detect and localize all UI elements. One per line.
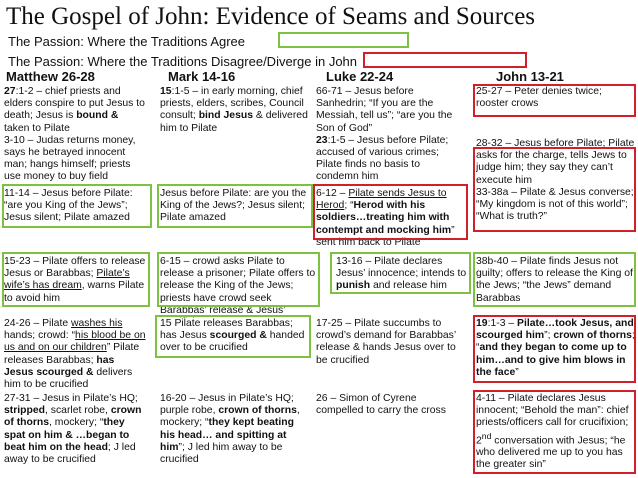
legend-agree-swatch [278, 32, 409, 48]
cell-mark-barabbas-offer: 6-15 – crowd asks Pilate to release a prisoner; Pilate offers to release the King of the Jews; priests have crowd seek Barabbas’ release & Jesus’ [160, 256, 316, 316]
cell-luke-crowd-demand: 17-25 – Pilate succumbs to crowd’s demand for Barabbas’ release & hands Jesus over to be crucified [316, 318, 456, 366]
legend-disagree-label: The Passion: Where the Traditions Disagree/Diverge in John [8, 54, 358, 69]
slide-title: The Gospel of John: Evidence of Seams and Sources [6, 3, 536, 30]
cell-matthew-washes-hands: 24-26 – Pilate washes his hands; crowd: “his blood be on us and on our children” Pilate releases Barabbas; has Jesus scourged & delivers him to be crucified [4, 318, 146, 391]
cell-matthew-pilate-handover: 27:1-2 – chief priests and elders conspire to put Jesus to death; Jesus is bound & taken to Pilate 3-10 – Judas returns money, says he betrayed innocent man; hangs himself; priests use money to buy field [4, 86, 145, 183]
cell-john-ecce-homo: 4-11 – Pilate declares Jesus innocent; “Behold the man”: chief priests/officers call for crucifixion; 2nd conversation with Jesus; “he who delivered me up to you has the greater sin” [476, 393, 629, 471]
cell-mark-king-question: Jesus before Pilate: are you the King of the Jews?; Jesus silent; Pilate amazed [160, 188, 307, 224]
cell-mark-pilate-handover: 15:1-5 – in early morning, chief priests, elders, scribes, Council consult; bind Jesus & delivered him to Pilate [160, 86, 308, 134]
cell-luke-herod: 6-12 – Pilate sends Jesus to Herod; “Herod with his soldiers…treating him with contempt and mocking him” sent him back to Pilate [316, 188, 455, 248]
cell-luke-simon-cyrene: 26 – Simon of Cyrene compelled to carry the cross [316, 393, 446, 417]
cell-john-before-pilate: 28-32 – Jesus before Pilate; Pilate asks for the charge, tells Jews to judge him; they say they can’t execute him 33-38a – Pilate & Jesus converse; “My kingdom is not of this world”; “What is truth?” [476, 138, 635, 223]
cell-john-scourged: 19:1-3 – Pilate…took Jesus, and scourged him”; crown of thorns; “and they began to come up to him…and to give him blows in the face” [476, 318, 635, 378]
cell-matthew-mockery: 27-31 – Jesus in Pilate’s HQ; stripped, scarlet robe, crown of thorns, mockery; “they spat on him & …began to beat him on the head; J led away to be crucified [4, 393, 142, 466]
cell-matthew-barabbas-offer: 15-23 – Pilate offers to release Jesus or Barabbas; Pilate’s wife’s has dream, warns Pilate to avoid him [4, 256, 146, 304]
column-header-matthew: Matthew 26-28 [6, 69, 95, 84]
column-header-john: John 13-21 [496, 69, 564, 84]
cell-mark-release-barabbas: 15 Pilate releases Barabbas; has Jesus scourged & handed over to be crucified [160, 318, 305, 354]
legend-disagree-swatch [363, 52, 527, 68]
cell-matthew-king-question: 11-14 – Jesus before Pilate: “are you King of the Jews”; Jesus silent; Pilate amazed [4, 188, 133, 224]
cell-john-barabbas: 38b-40 – Pilate finds Jesus not guilty; offers to release the King of the Jews; “the Jews” demand Barabbas [476, 256, 633, 304]
cell-luke-sanhedrin-pilate: 66-71 – Jesus before Sanhedrin; “If you are the Messiah, tell us”; “are you the Son of God” 23:1-5 – Jesus before Pilate; accused of various crimes; Pilate finds no basis to condemn him [316, 86, 453, 183]
column-header-mark: Mark 14-16 [168, 69, 236, 84]
column-header-luke: Luke 22-24 [326, 69, 394, 84]
cell-john-peter-denies: 25-27 – Peter denies twice; rooster crows [476, 86, 602, 110]
cell-mark-mockery: 16-20 – Jesus in Pilate’s HQ; purple robe, crown of thorns, mockery; “they kept beating his head… and spitting at him”; J led him away to be crucified [160, 393, 300, 466]
cell-luke-innocence: 13-16 – Pilate declares Jesus’ innocence; intends to punish and release him [336, 256, 467, 292]
legend-agree-label: The Passion: Where the Traditions Agree [8, 34, 246, 49]
